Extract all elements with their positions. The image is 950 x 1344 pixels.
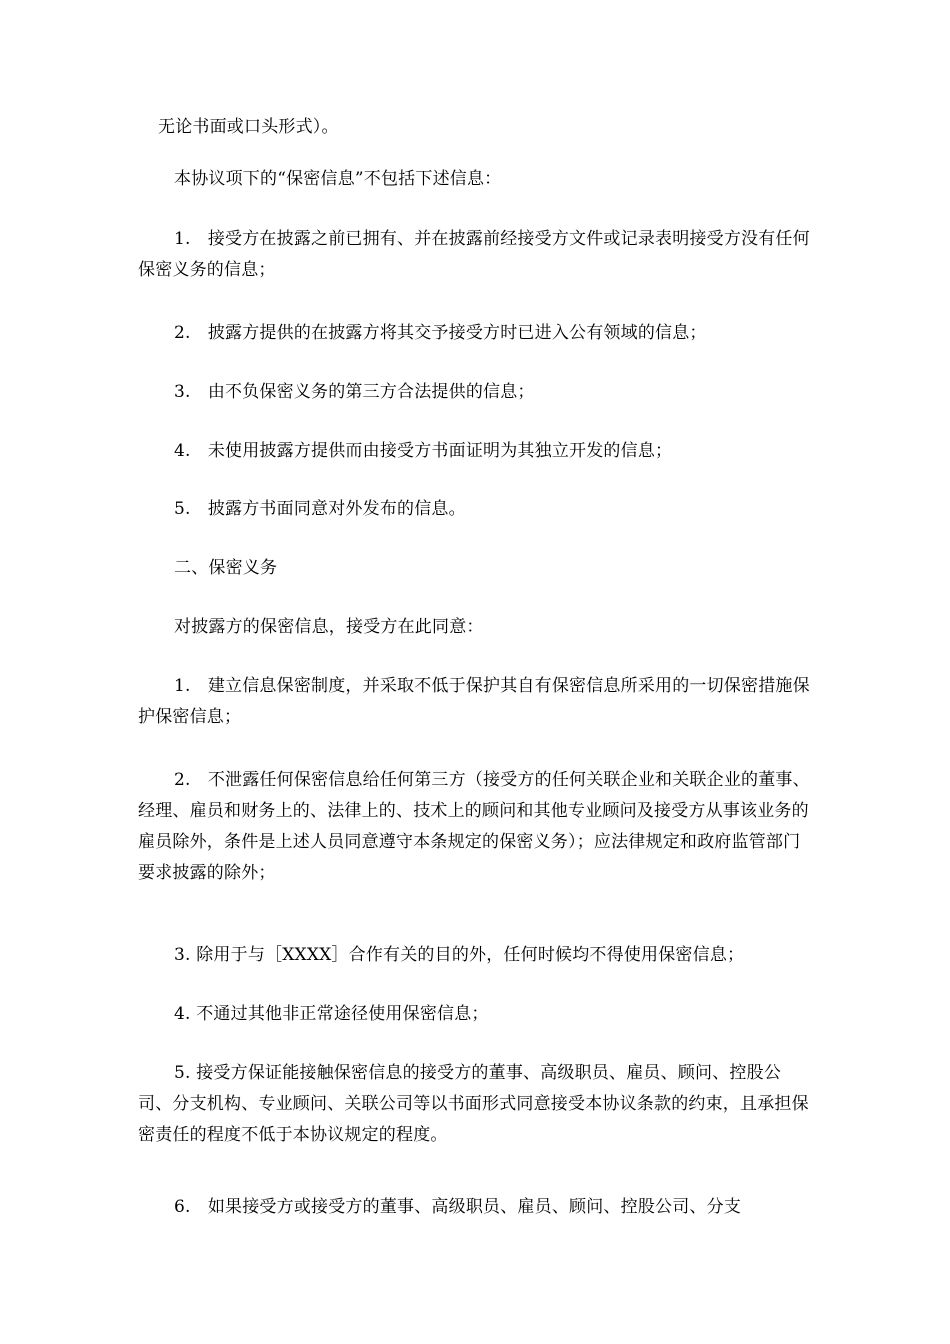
obligation-item-4: 4. 不通过其他非正常途径使用保密信息；	[174, 1004, 489, 1024]
paragraph-exclusions-intro: 本协议项下的“保密信息”不包括下述信息：	[174, 169, 502, 189]
exclusion-item-4: 4. 未使用披露方提供而由接受方书面证明为其独立开发的信息；	[174, 441, 673, 461]
obligation-item-5: 5. 接受方保证能接触保密信息的接受方的董事、高级职员、雇员、顾问、控股公司、分支机构、专业顾问、关联公司等以书面形式同意接受本协议条款的约束，且承担保密责任的程度不低于本协议规定的程度。	[138, 1063, 809, 1145]
exclusion-item-2: 2. 披露方提供的在披露方将其交予接受方时已进入公有领域的信息；	[174, 323, 707, 343]
exclusion-item-1: 1. 接受方在披露之前已拥有、并在披露前经接受方文件或记录表明接受方没有任何保密义务的信息；	[138, 229, 810, 280]
obligation-item-6: 6. 如果接受方或接受方的董事、高级职员、雇员、顾问、控股公司、分支	[174, 1197, 742, 1217]
paragraph-continuation: 无论书面或口头形式）。	[158, 117, 339, 137]
obligation-item-3: 3. 除用于与［XXXX］合作有关的目的外，任何时候均不得使用保密信息；	[174, 945, 745, 965]
exclusion-item-3: 3. 由不负保密义务的第三方合法提供的信息；	[174, 382, 535, 402]
paragraph-obligations-intro: 对披露方的保密信息，接受方在此同意：	[174, 617, 484, 637]
obligation-item-1: 1. 建立信息保密制度，并采取不低于保护其自有保密信息所采用的一切保密措施保护保密信息；	[138, 676, 810, 727]
section-heading-confidentiality-obligations: 二、保密义务	[174, 558, 278, 578]
exclusion-item-5: 5. 披露方书面同意对外发布的信息。	[174, 499, 466, 519]
obligation-item-2: 2. 不泄露任何保密信息给任何第三方（接受方的任何关联企业和关联企业的董事、经理、雇员和财务上的、法律上的、技术上的顾问和其他专业顾问及接受方从事该业务的雇员除外，条件是上述人员同意遵守本条规定的保密义务）；应法律规定和政府监管部门要求披露的除外；	[138, 770, 810, 883]
